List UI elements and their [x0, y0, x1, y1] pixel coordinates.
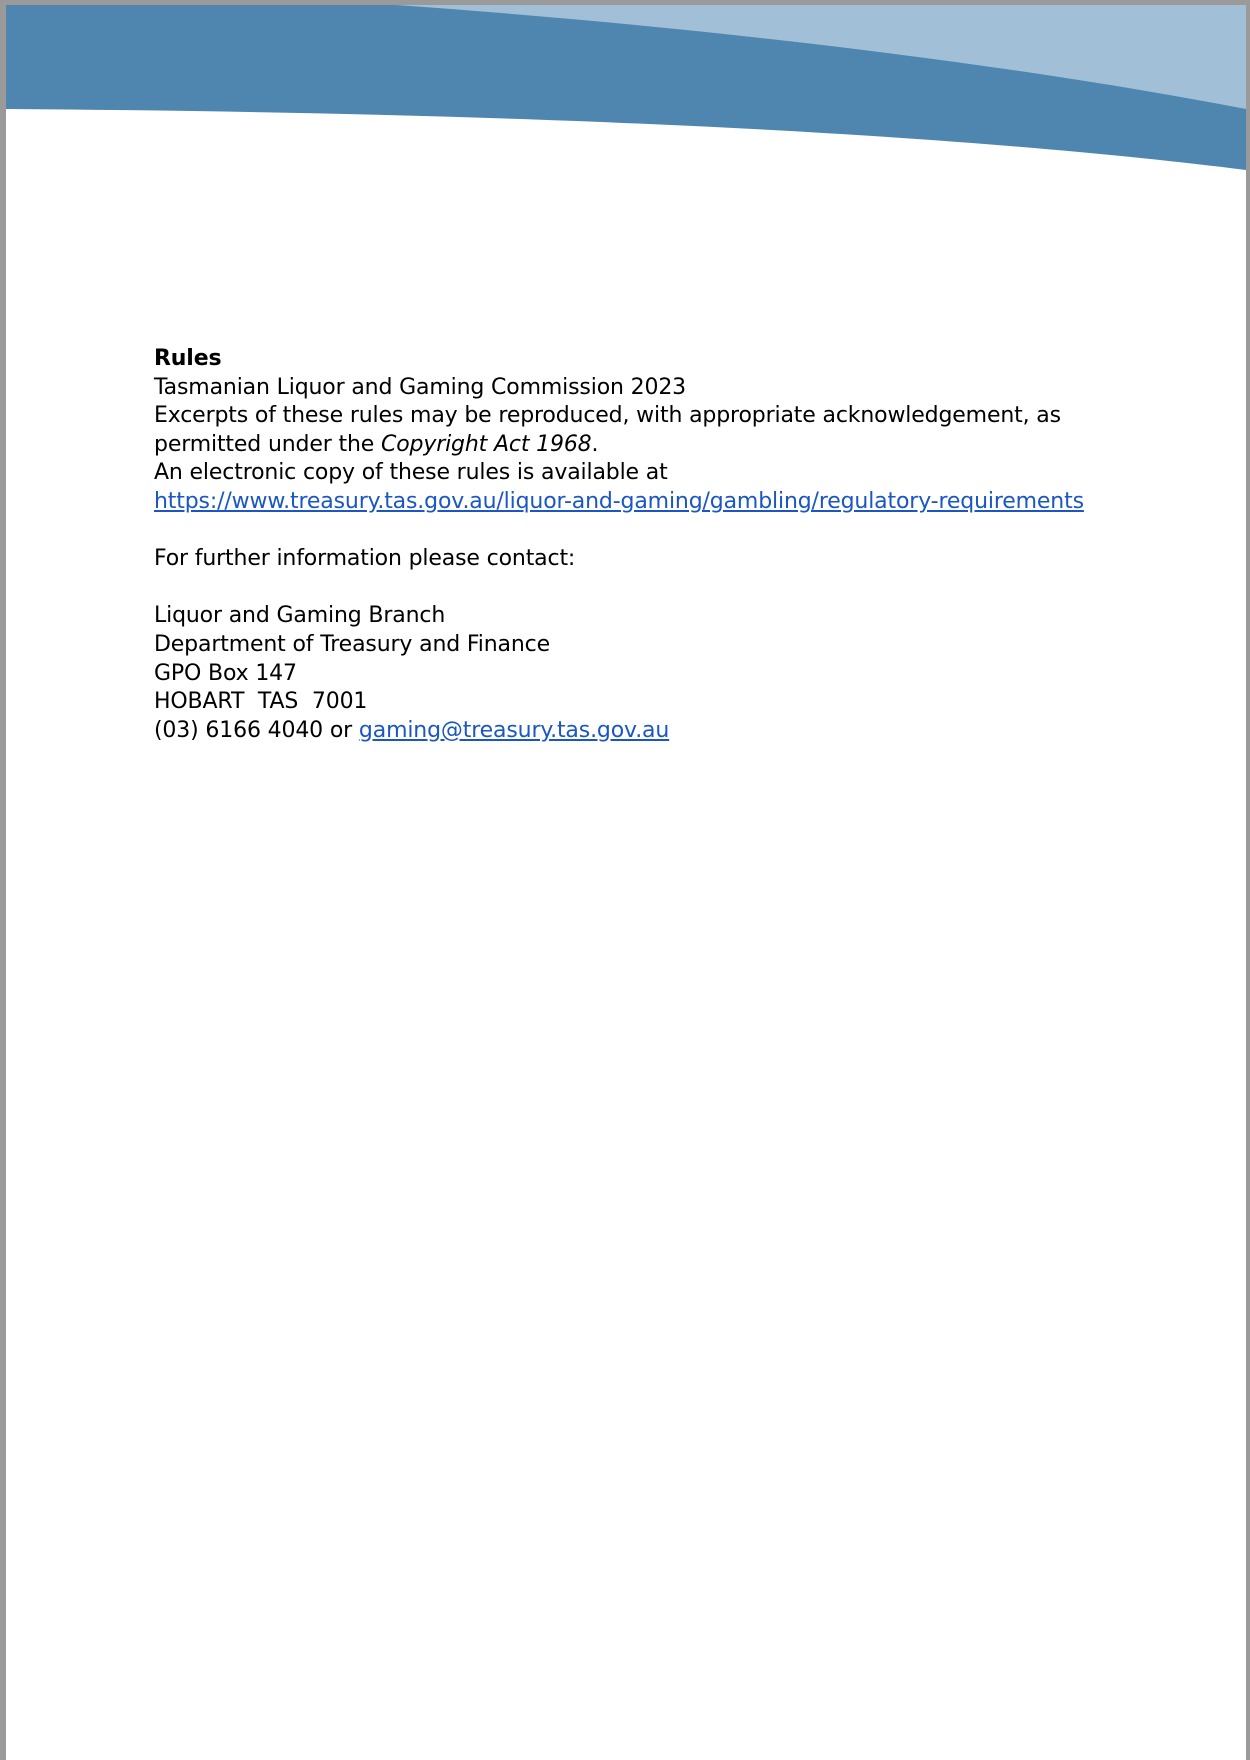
electronic-copy-text: An electronic copy of these rules is available at [154, 460, 668, 486]
electronic-copy-line [154, 488, 1114, 517]
document-subtitle: Tasmanian Liquor and Gaming Commission 2023 [154, 374, 687, 400]
copyright-notice [154, 402, 1114, 459]
address-branch: Liquor and Gaming Branch [154, 603, 446, 629]
address-po-box: GPO Box 147 [154, 660, 297, 686]
address-city-line: HOBART TAS 7001 [154, 689, 368, 715]
contact-phone-email-line [154, 717, 1114, 746]
spacer [154, 517, 1114, 546]
contact-email-link[interactable]: gaming@treasury.tas.gov.au [358, 717, 670, 743]
copyright-act-title: Copyright Act 1968 [380, 431, 592, 457]
header-wave-band [6, 5, 1246, 180]
document-title: Rules [154, 346, 222, 371]
contact-phone: (03) 6166 4040 or [154, 717, 359, 743]
address-department: Department of Treasury and Finance [154, 631, 551, 657]
copyright-notice-prefix: Excerpts of these rules may be reproduced, with appropriate acknowledgement, as permitted under the [154, 403, 1061, 457]
contact-intro: For further information please contact: [154, 546, 576, 572]
copyright-notice-suffix: . [591, 431, 599, 457]
document-body [154, 345, 1114, 745]
electronic-copy-link[interactable]: https://www.treasury.tas.gov.au/liquor-and-gaming/gambling/regulatory-requirements [154, 488, 1084, 514]
document-page [6, 5, 1246, 1760]
spacer [154, 574, 1114, 603]
